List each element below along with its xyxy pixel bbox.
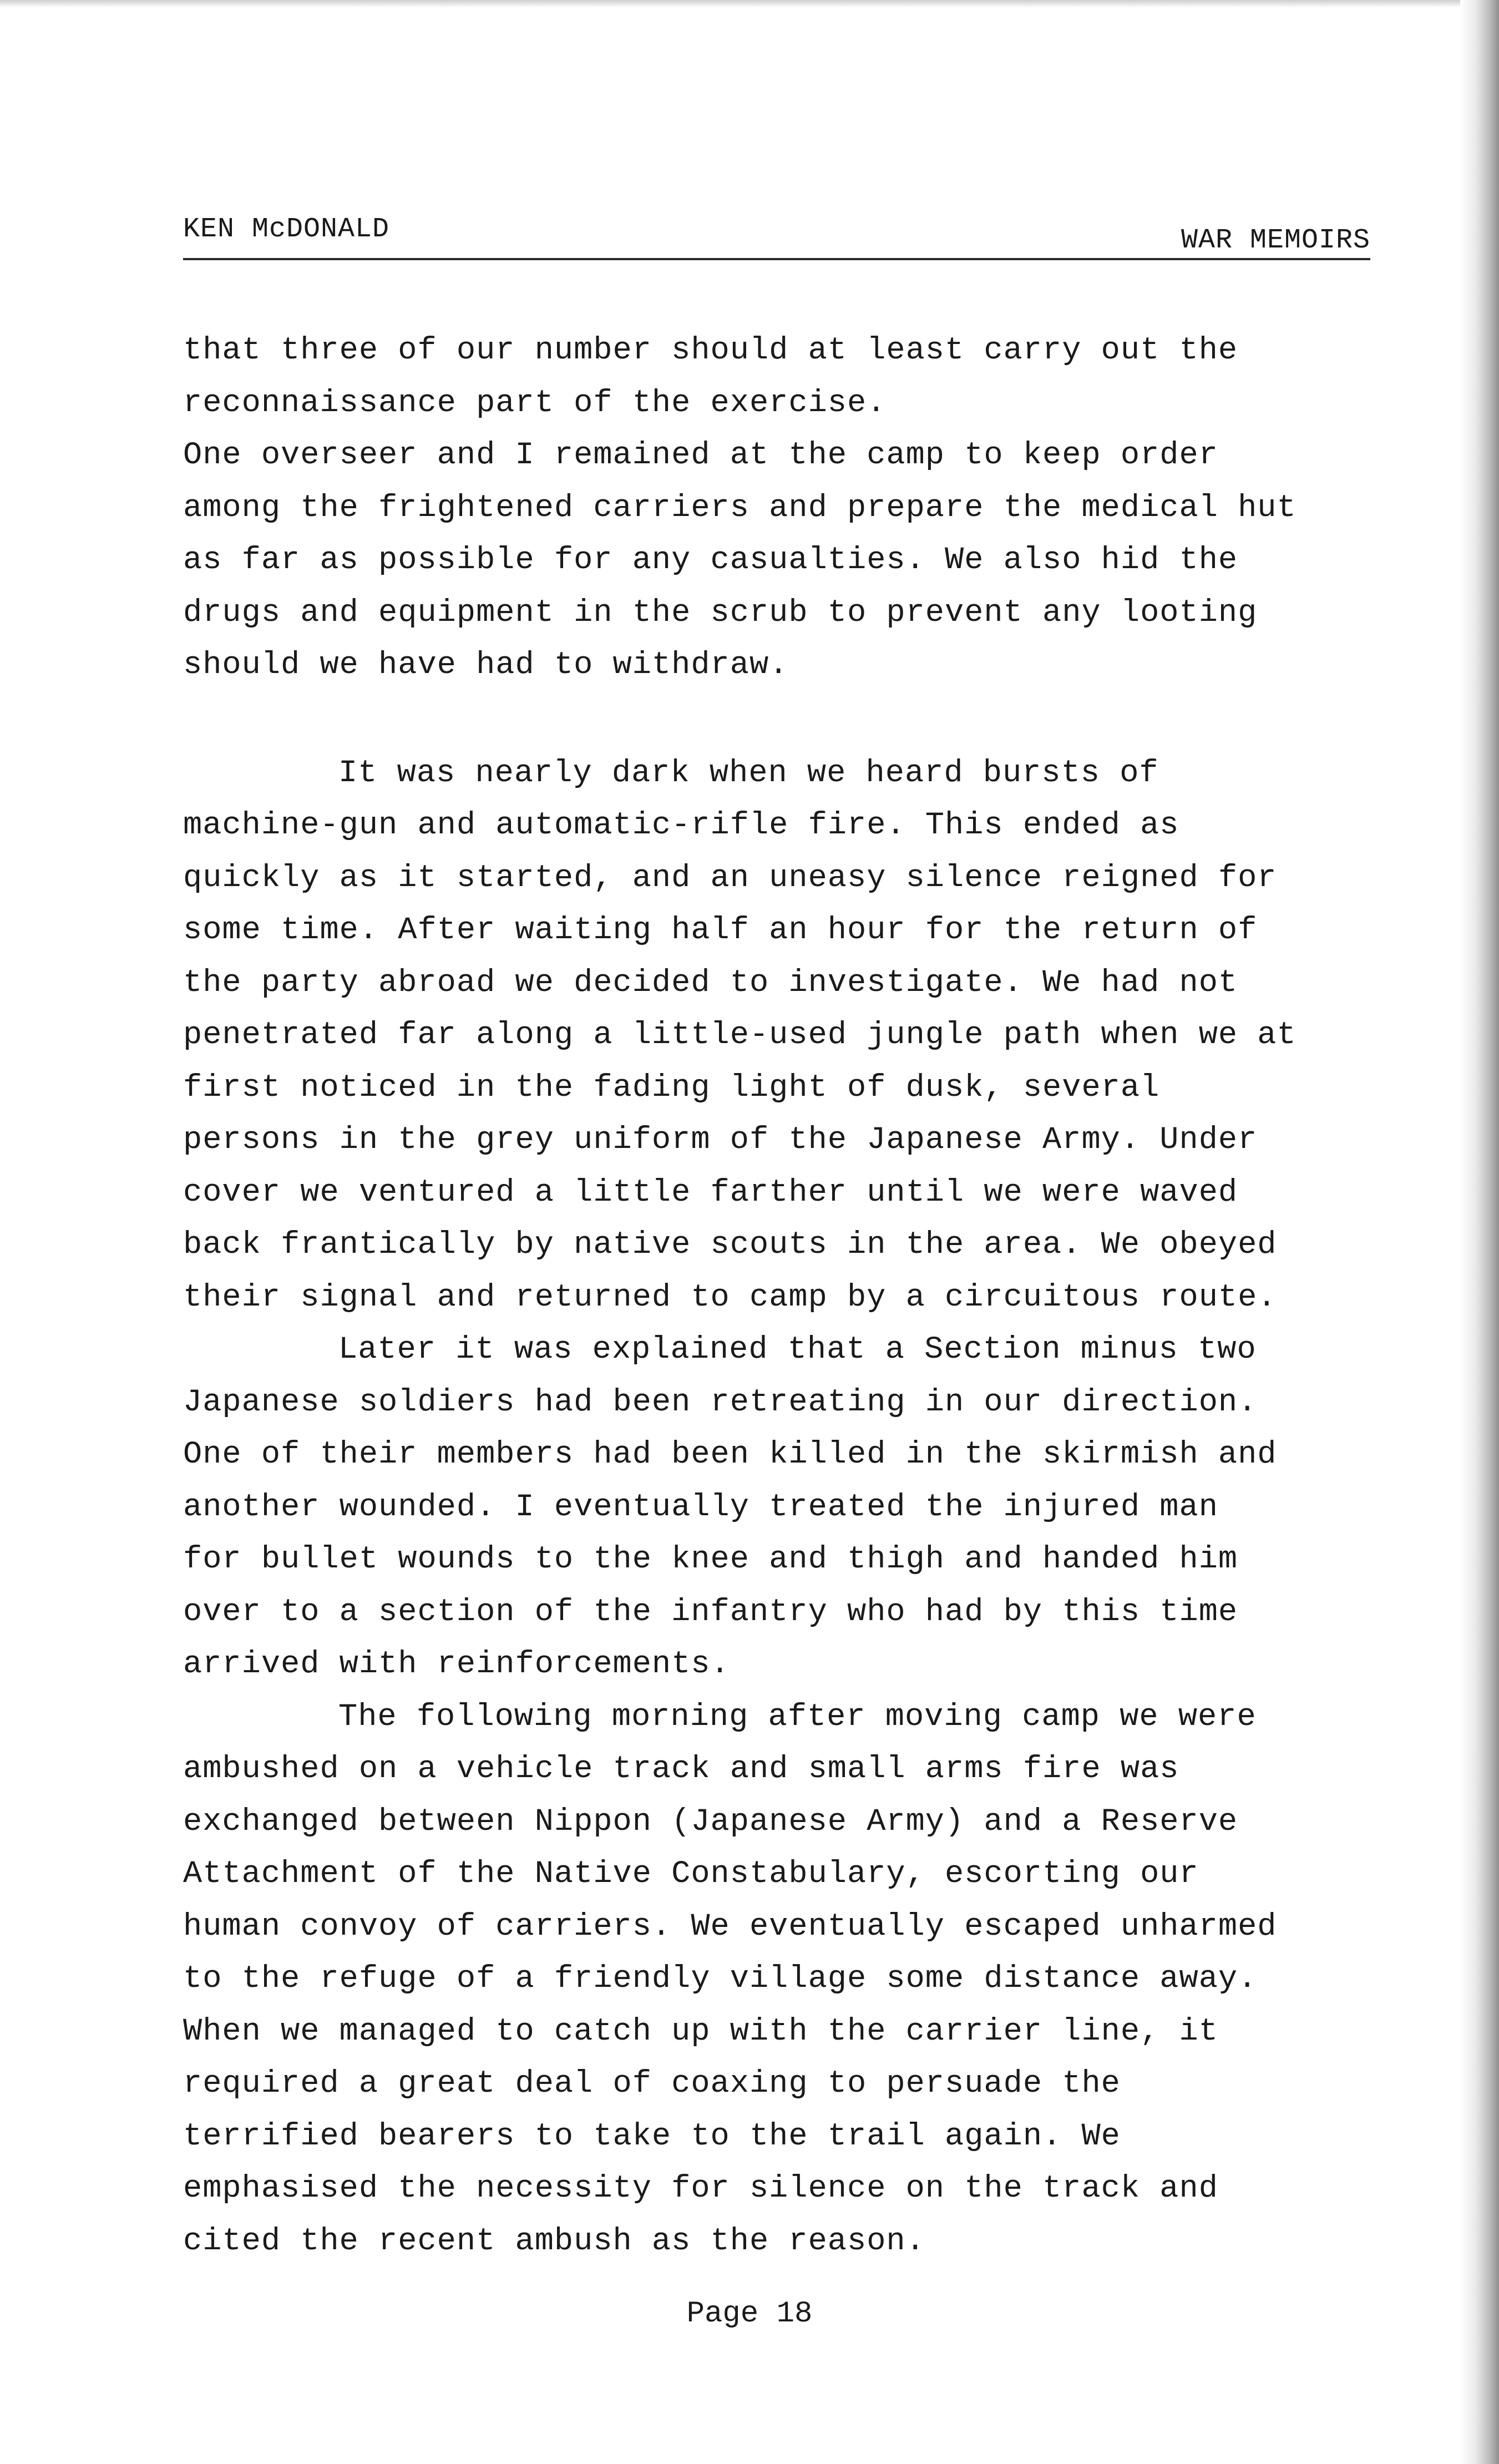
text-line: arrived with reinforcements. — [183, 1647, 730, 1682]
text-line: some time. After waiting half an hour for the return of — [183, 913, 1258, 948]
text-line: persons in the grey uniform of the Japanese Army. Under — [183, 1122, 1258, 1158]
text-line: The following morning after moving camp we were — [338, 1699, 1257, 1735]
header-author: KEN McDONALD — [183, 214, 390, 245]
text-line: One of their members had been killed in the skirmish and — [183, 1437, 1277, 1473]
text-line: over to a section of the infantry who had by this time — [183, 1594, 1238, 1630]
text-line: first noticed in the fading light of dusk, several — [183, 1070, 1160, 1106]
text-line: Later it was explained that a Section minus two — [338, 1332, 1257, 1368]
text-line: terrified bearers to take to the trail again. We — [183, 2118, 1121, 2154]
text-line: should we have had to withdraw. — [183, 647, 789, 683]
text-line: human convoy of carriers. We eventually escaped unharmed — [183, 1909, 1277, 1945]
text-line: Attachment of the Native Constabulary, escorting our — [183, 1856, 1199, 1892]
text-line: ambushed on a vehicle track and small arms fire was — [183, 1752, 1179, 1787]
paragraph — [183, 325, 1381, 429]
text-line: Japanese soldiers had been retreating in our direction. — [183, 1384, 1258, 1420]
page-number: Page 18 — [686, 2297, 813, 2331]
text-line: among the frightened carriers and prepare the medical hut — [183, 490, 1297, 526]
text-line: cover we ventured a little farther until we were waved — [183, 1175, 1238, 1211]
paragraph — [183, 429, 1381, 692]
text-line: quickly as it started, and an uneasy silence reigned for — [183, 860, 1277, 896]
text-line: drugs and equipment in the scrub to prevent any looting — [183, 595, 1258, 631]
paragraph — [183, 1324, 1381, 1691]
text-line: penetrated far along a little-used jungle path when we at — [183, 1018, 1297, 1053]
text-line: for bullet wounds to the knee and thigh and handed him — [183, 1542, 1238, 1577]
text-line: emphasised the necessity for silence on the track and — [183, 2171, 1218, 2207]
text-line: machine-gun and automatic-rifle fire. This ended as — [183, 808, 1179, 843]
text-line: reconnaissance part of the exercise. — [183, 385, 887, 421]
text-line: the party abroad we decided to investigate. We had not — [183, 965, 1238, 1001]
text-line: cited the recent ambush as the reason. — [183, 2223, 925, 2259]
header-title: WAR MEMOIRS — [1181, 225, 1370, 256]
paragraph — [183, 1691, 1381, 2268]
text-line: It was nearly dark when we heard bursts of — [338, 755, 1159, 791]
text-line: One overseer and I remained at the camp to keep order — [183, 438, 1218, 473]
text-line: exchanged between Nippon (Japanese Army) and a Reserve — [183, 1804, 1238, 1840]
text-line: their signal and returned to camp by a circuitous route. — [183, 1279, 1277, 1316]
text-line: back frantically by native scouts in the area. We obeyed — [183, 1227, 1277, 1263]
paragraph — [183, 747, 1381, 1324]
text-line: When we managed to catch up with the carrier line, it — [183, 2013, 1218, 2050]
paragraph-gap — [183, 692, 1381, 747]
text-line: that three of our number should at least carry out the — [183, 333, 1238, 368]
text-line: another wounded. I eventually treated the injured man — [183, 1489, 1218, 1525]
text-line: to the refuge of a friendly village some distance away. — [183, 1961, 1258, 1997]
running-header — [183, 208, 1370, 260]
text-line: as far as possible for any casualties. We also hid the — [183, 543, 1238, 578]
text-line: required a great deal of coaxing to persuade the — [183, 2066, 1121, 2102]
body-text — [183, 325, 1381, 2268]
